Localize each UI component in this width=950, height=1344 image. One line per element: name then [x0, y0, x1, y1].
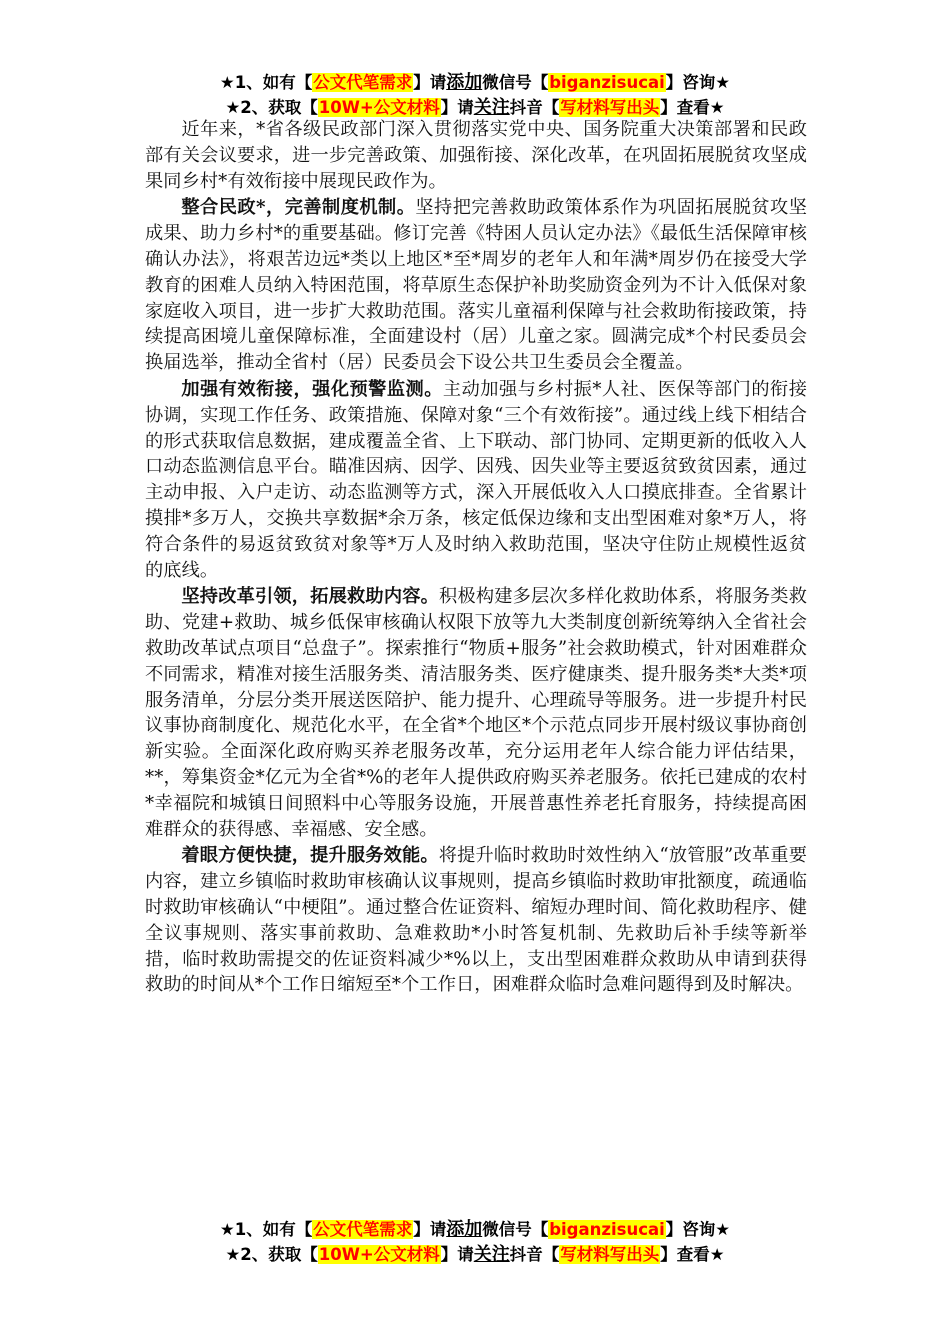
section-paragraph: [145, 195, 807, 376]
document-body: [145, 117, 807, 999]
banner-text: 微信号【: [482, 1220, 549, 1239]
banner-line-1: [0, 1217, 950, 1242]
banner-text: 】咨询★: [665, 1220, 731, 1239]
section-heading: 着眼方便快捷，提升服务效能。: [181, 845, 439, 867]
bottom-banner: [0, 1217, 950, 1267]
banner-text: ★2、获取【: [225, 1245, 318, 1264]
banner-text: 】请: [413, 73, 447, 92]
section-text: 主动加强与乡村振*人社、医保等部门的衔接协调，实现工作任务、政策措施、保障对象“三个有效衔接”。通过线上线下相结合的形式获取信息数据，建成覆盖全省、上下联动、部门协同、定期更新的低收入人口动态监测信息平台。瞄准因病、因学、因残、因失业等主要返贫致贫因素，通过主动申报、入户走访、动态监测等方式，深入开展低收入人口摸底排查。全省累计摸排*多万人，交换共享数据*余万条，核定低保边缘和支出型困难对象*万人，将符合条件的易返贫致贫对象等*万人及时纳入救助范围，坚决守住防止规模性返贫的底线。: [145, 378, 807, 581]
top-banner: [0, 70, 950, 120]
section-heading: 坚持改革引领，拓展救助内容。: [181, 586, 440, 608]
banner-line-1: [0, 70, 950, 95]
banner-text: 】咨询★: [665, 73, 731, 92]
section-text: 积极构建多层次多样化救助体系，将服务类救助、党建+救助、城乡低保审核确认权限下放等九大类制度创新统筹纳入全省社会救助改革试点项目“总盘子”。探索推行“物质+服务”社会救助模式，针对困难群众不同需求，精准对接生活服务类、清洁服务类、医疗健康类、提升服务类*大类*项服务清单，分层分类开展送医陪护、能力提升、心理疏导等服务。进一步提升村民议事协商制度化、规范化水平，在全省*个地区*个示范点同步开展村级议事协商创新实验。全面深化政府购买养老服务改革，充分运用老年人综合能力评估结果，**，筹集资金*亿元为全省*%的老年人提供政府购买养老服务。依托已建成的农村*幸福院和城镇日间照料中心等服务设施，开展普惠性养老托育服务，持续提高困难群众的获得感、幸福感、安全感。: [145, 586, 807, 840]
highlight-materials: 10W+公文材料: [318, 1245, 440, 1264]
section-heading: 整合民政*，完善制度机制。: [181, 197, 416, 219]
section-paragraph: [145, 843, 807, 998]
section-heading: 加强有效衔接，强化预警监测。: [181, 378, 443, 400]
highlight-douyin-id: 写材料写出头: [560, 98, 660, 117]
highlight-douyin-id: 写材料写出头: [560, 1245, 660, 1264]
underline-follow: 关注: [473, 1244, 510, 1265]
banner-line-2: [0, 1242, 950, 1267]
highlight-wechat-id: biganzisucai: [549, 1220, 665, 1239]
highlight-ghostwriting: 公文代笔需求: [313, 73, 413, 92]
underline-add: 添加: [446, 1219, 483, 1240]
banner-text: ★1、如有【: [219, 1220, 313, 1239]
banner-text: ★1、如有【: [219, 73, 313, 92]
banner-text: 】查看★: [660, 98, 725, 117]
highlight-materials: 10W+公文材料: [318, 98, 440, 117]
banner-text: 抖音【: [509, 1245, 560, 1264]
underline-follow: 关注: [473, 97, 510, 118]
banner-text: 抖音【: [509, 98, 560, 117]
underline-add: 添加: [446, 72, 483, 93]
banner-text: 】查看★: [660, 1245, 725, 1264]
section-text: 将提升临时救助时效性纳入“放管服”改革重要内容，建立乡镇临时救助审核确认议事规则，提高乡镇临时救助审批额度，疏通临时救助审核确认“中梗阻”。通过整合佐证资料、缩短办理时间、简化救助程序、健全议事规则、落实事前救助、急难救助*小时答复机制、先救助后补手续等新举措，临时救助需提交的佐证资料减少*%以上，支出型困难群众救助从申请到获得救助的时间从*个工作日缩短至*个工作日，困难群众临时急难问题得到及时解决。: [145, 845, 807, 996]
banner-text: 】请: [413, 1220, 447, 1239]
section-text: 坚持把完善救助政策体系作为巩固拓展脱贫攻坚成果、助力乡村*的重要基础。修订完善《特困人员认定办法》《最低生活保障审核确认办法》，将艰苦边远*类以上地区*至*周岁的老年人和年满*周岁仍在接受大学教育的困难人员纳入特困范围，将草原生态保护补助奖励资金列为不计入低保对象家庭收入项目，进一步扩大救助范围。落实儿童福利保障与社会救助衔接政策，持续提高困境儿童保障标准，全面建设村（居）儿童之家。圆满完成*个村民委员会换届选举，推动全省村（居）民委员会下设公共卫生委员会全覆盖。: [145, 197, 808, 374]
banner-text: 】请: [440, 98, 474, 117]
section-paragraph: [145, 584, 807, 842]
highlight-wechat-id: biganzisucai: [549, 73, 665, 92]
banner-text: 】请: [440, 1245, 474, 1264]
section-paragraph: [145, 377, 807, 583]
highlight-ghostwriting: 公文代笔需求: [313, 1220, 413, 1239]
banner-text: 微信号【: [482, 73, 549, 92]
intro-paragraph: 近年来，*省各级民政部门深入贯彻落实党中央、国务院重大决策部署和民政部有关会议要求，进一步完善政策、加强衔接、深化改革，在巩固拓展脱贫攻坚成果同乡村*有效衔接中展现民政作为。: [145, 119, 807, 192]
banner-text: ★2、获取【: [225, 98, 318, 117]
